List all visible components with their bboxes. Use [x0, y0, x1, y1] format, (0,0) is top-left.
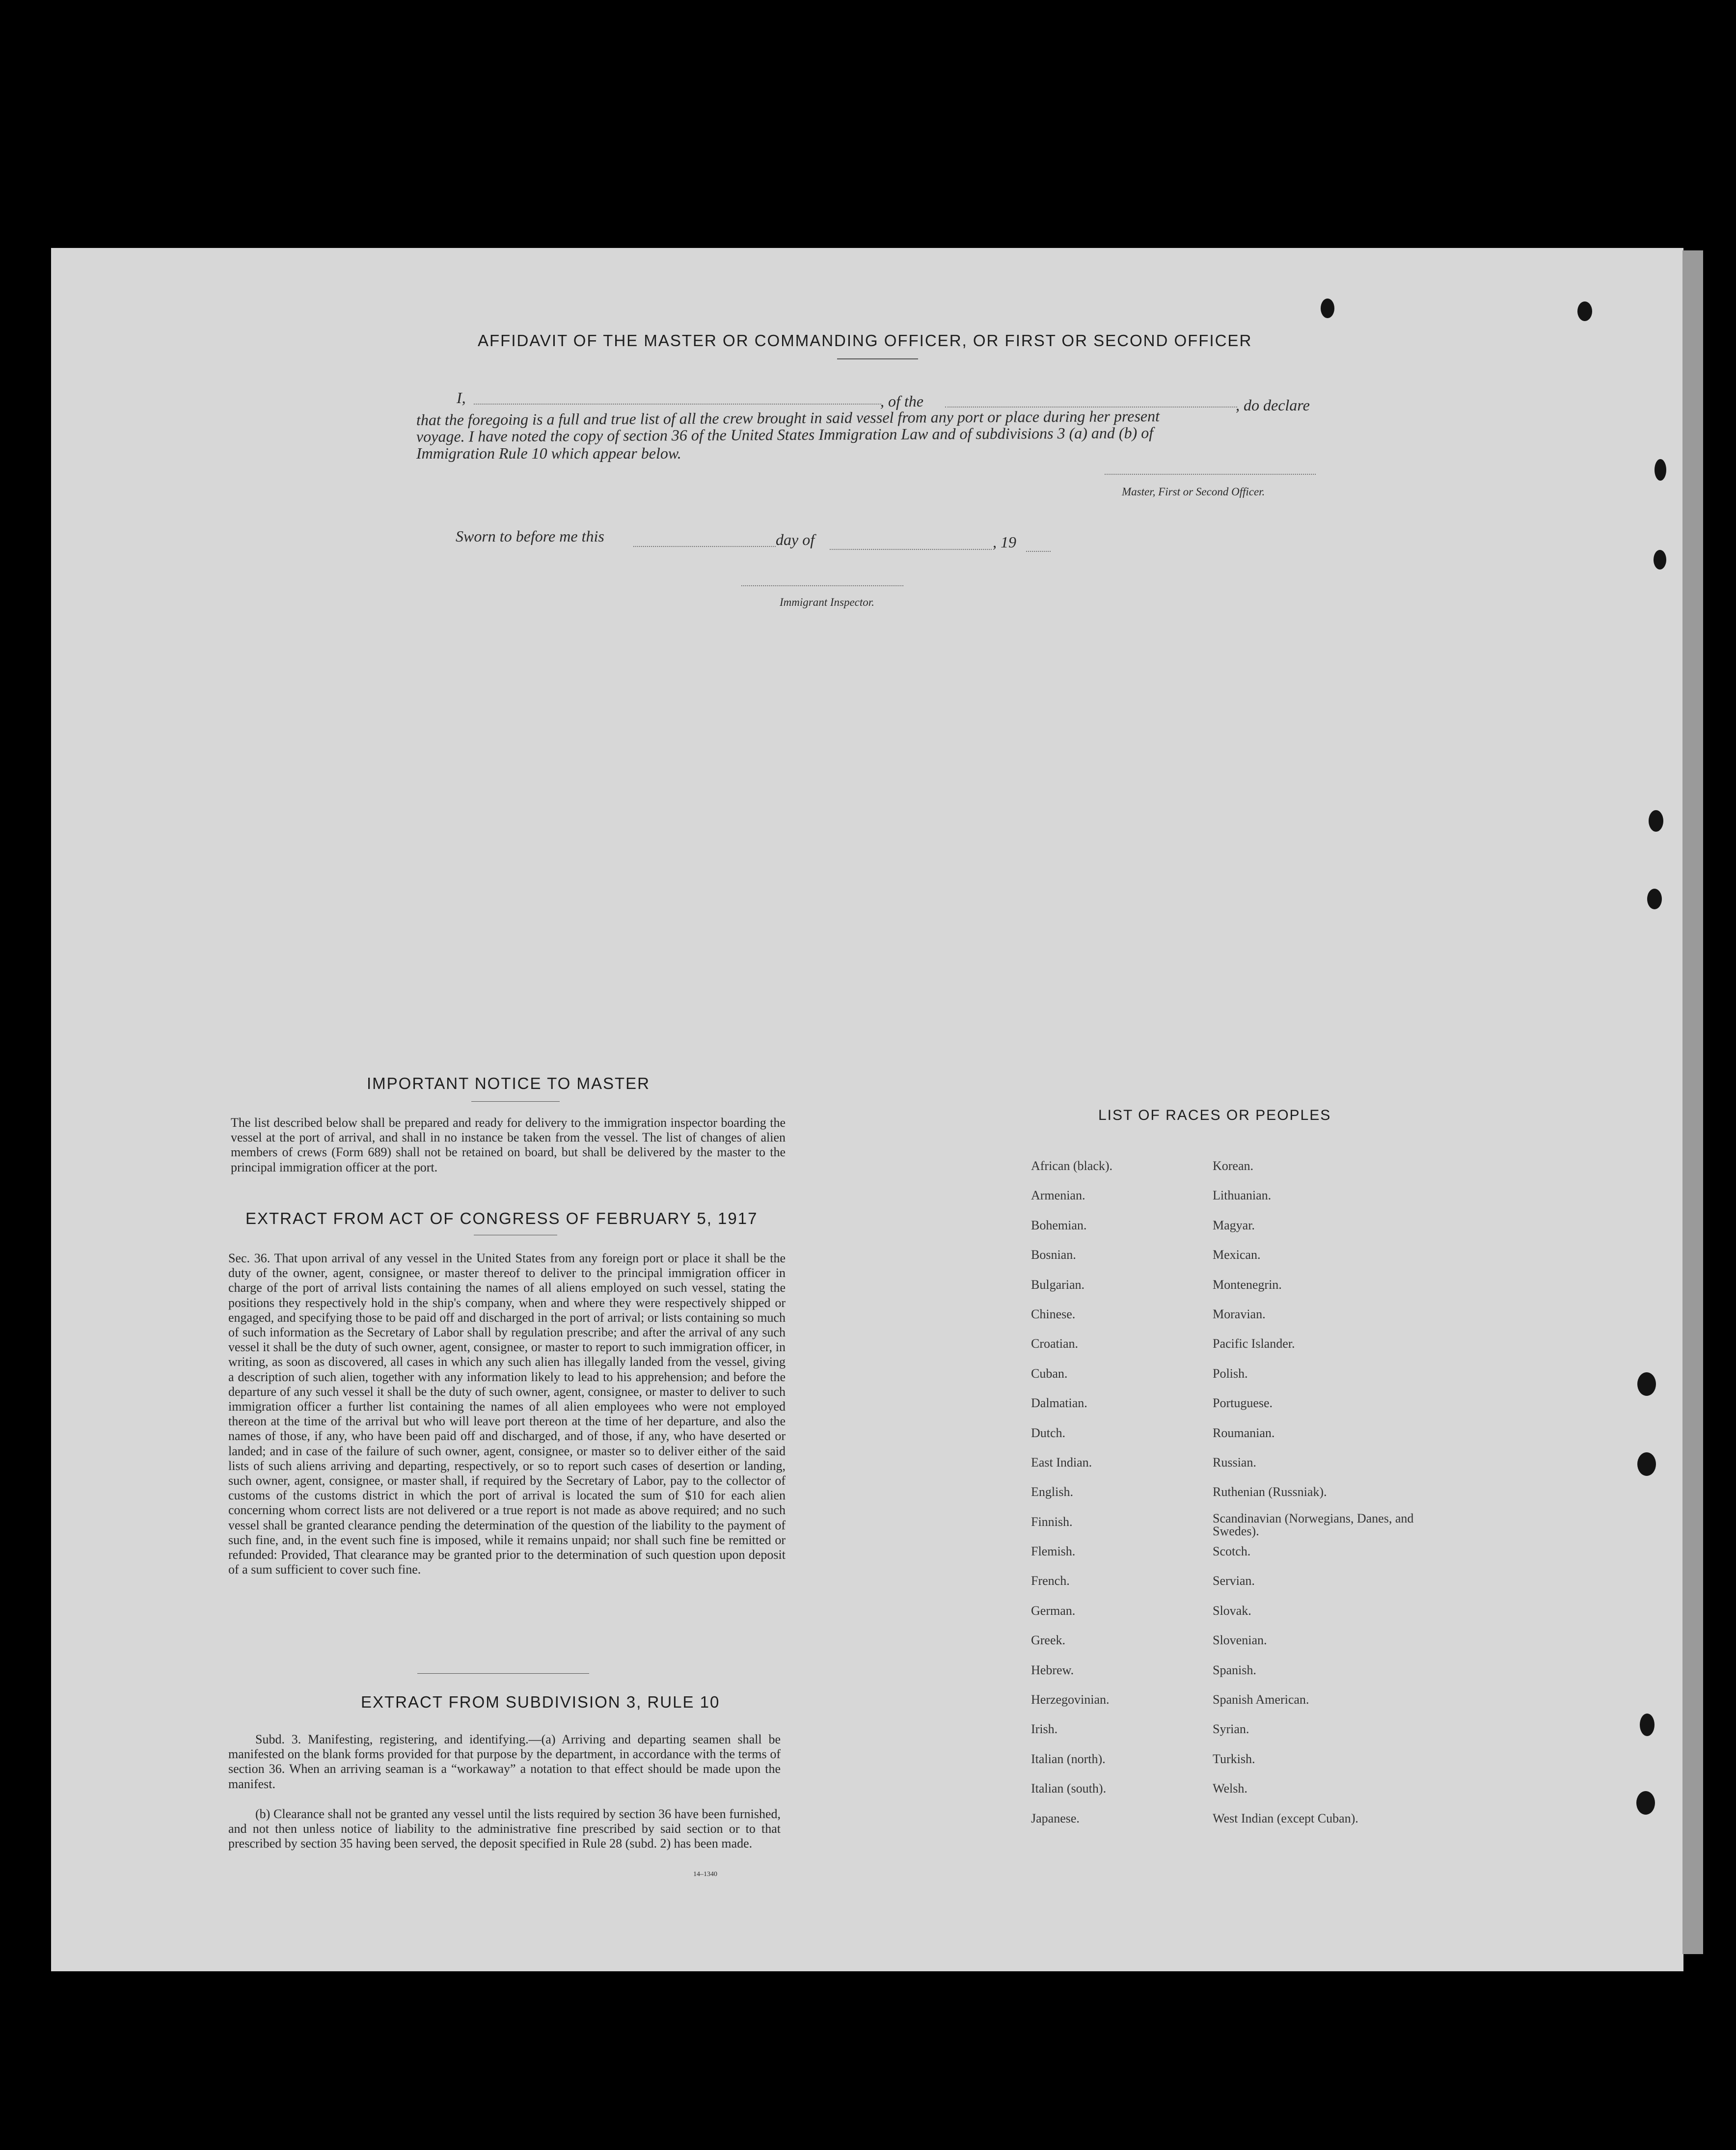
sworn-year-field[interactable]: [1026, 551, 1051, 552]
sworn-day-field[interactable]: [633, 546, 776, 547]
race-item: Magyar.: [1213, 1218, 1255, 1232]
sworn-text: Sworn to before me this: [456, 527, 604, 545]
race-item: German.: [1031, 1603, 1076, 1618]
form-number: 14–1340: [693, 1871, 717, 1878]
race-item: Welsh.: [1213, 1781, 1248, 1796]
sworn-month-field[interactable]: [830, 549, 992, 550]
race-item: Finnish.: [1031, 1514, 1073, 1529]
binder-hole: [1637, 1452, 1656, 1476]
binder-hole: [1647, 889, 1662, 909]
page-edge: [1682, 250, 1703, 1954]
subdivision-a-text: Subd. 3. Manifesting, registering, and identifying.—(a) Arriving and departing seamen shall be manifested on the blank forms provided for that purpose by the department, in accordance with the terms of section 36. When an arriving seaman is a “workaway” a notation to that effect should be made upon the manifest.: [228, 1732, 781, 1791]
race-item: Japanese.: [1031, 1811, 1080, 1825]
race-item: Slovak.: [1213, 1603, 1251, 1618]
binder-hole: [1636, 1791, 1655, 1815]
race-item: Flemish.: [1031, 1544, 1076, 1559]
day-of-text: day of: [776, 531, 815, 548]
race-item: Montenegrin.: [1213, 1277, 1282, 1292]
race-item: African (black).: [1031, 1159, 1113, 1173]
race-item: Ruthenian (Russniak).: [1213, 1485, 1327, 1499]
race-item: Syrian.: [1213, 1722, 1249, 1737]
notice-title: IMPORTANT NOTICE TO MASTER: [367, 1074, 651, 1092]
binder-hole: [1655, 459, 1666, 481]
race-item: Dutch.: [1031, 1425, 1066, 1440]
affidavit-line-3: voyage. I have noted the copy of section 36 of the United States Immigration Law and of subdivisions 3 (a) and (b) of: [416, 424, 1154, 445]
affidavit-declare: , do declare: [1236, 396, 1310, 414]
race-item: Croatian.: [1031, 1336, 1079, 1351]
year-text: , 19: [993, 533, 1016, 551]
extract-rule-title: EXTRACT FROM SUBDIVISION 3, RULE 10: [361, 1693, 720, 1711]
section-36-text: Sec. 36. That upon arrival of any vessel in the United States from any foreign port or place it shall be the duty of the owner, agent, consignee, or master thereof to deliver to the principal immigration officer in charge of the port of arrival lists containing the names of all aliens employed on such vessel, stating the positions they respectively hold in the ship's company, when and where they were respectively shipped or engaged, and specifying those to be paid off and discharged in the port of arrival; or lists containing so much of such information as the Secretary of Labor shall by regulation prescribe; and after the arrival of any such vessel it shall be the duty of such owner, agent, consignee, or master to report to such immigration officer, in writing, as soon as discovered, all cases in which any such alien has illegally landed from the vessel, giving a description of such alien, together with any information likely to lead to his apprehension; and before the departure of any such vessel it shall be the duty of such owner, agent, consignee, or master to deliver to such immigration officer a further list containing the names of all alien employees who were not employed thereon at the time of the arrival but who will leave port thereon at the time of her departure, and also the names of those, if any, who have been paid off and discharged, and of those, if any, who have deserted or landed; and in case of the failure of such owner, agent, consignee, or master so to deliver either of the said lists of such aliens arriving and departing, respectively, or so to report such cases of desertion or landing, such owner, agent, consignee, or master shall, if required by the Secretary of Labor, pay to the collector of customs of the customs district in which the port of arrival is located the sum of $10 for each alien concerning whom correct lists are not delivered or a true report is not made as above required; and no such vessel shall be granted clearance pending the determination of the question of the liability to the payment of such fine, and, in the event such fine is imposed, while it remains unpaid; nor shall such fine be remitted or refunded: Provided, That clearance may be granted prior to the determination of such question upon deposit of a sum sufficient to cover such fine.: [228, 1251, 786, 1577]
race-item: Dalmatian.: [1031, 1396, 1087, 1411]
race-item: Pacific Islander.: [1213, 1336, 1295, 1351]
race-item: Roumanian.: [1213, 1425, 1275, 1440]
race-item: Moravian.: [1213, 1306, 1266, 1321]
race-item: Spanish.: [1213, 1662, 1256, 1677]
race-item: Scotch.: [1213, 1544, 1251, 1559]
race-item: Korean.: [1213, 1159, 1254, 1173]
race-item: Portuguese.: [1213, 1396, 1273, 1411]
race-item: Bohemian.: [1031, 1218, 1087, 1232]
inspector-caption: Immigrant Inspector.: [780, 596, 874, 608]
race-item: Turkish.: [1213, 1751, 1255, 1766]
affidavit-of-the: , of the: [880, 392, 923, 410]
affidavit-i: I,: [457, 389, 466, 407]
extract-act-title: EXTRACT FROM ACT OF CONGRESS OF FEBRUARY 5, 1917: [245, 1209, 758, 1227]
divider: [837, 358, 918, 359]
race-item: Cuban.: [1031, 1366, 1068, 1381]
notice-text: The list described below shall be prepared and ready for delivery to the immigration inspector boarding the vessel at the port of arrival, and shall in no instance be taken from the vessel. The list of changes of alien members of crews (Form 689) shall not be retained on board, but shall be delivered by the master to the principal immigration officer at the port.: [231, 1116, 786, 1174]
race-item: Italian (north).: [1031, 1751, 1106, 1766]
race-item: East Indian.: [1031, 1455, 1092, 1470]
race-item: Scandinavian (Norwegians, Danes, and Swedes).: [1213, 1511, 1414, 1538]
signature-caption: Master, First or Second Officer.: [1122, 486, 1265, 498]
race-item: Chinese.: [1031, 1306, 1076, 1321]
race-item: Herzegovinian.: [1031, 1692, 1110, 1707]
race-item: Polish.: [1213, 1366, 1248, 1381]
race-item: Italian (south).: [1031, 1781, 1107, 1796]
race-item: Slovenian.: [1213, 1633, 1267, 1648]
race-item: Spanish American.: [1213, 1692, 1309, 1707]
affidavit-line-4: Immigration Rule 10 which appear below.: [416, 444, 681, 462]
race-item: English.: [1031, 1485, 1073, 1499]
race-item: West Indian (except Cuban).: [1213, 1811, 1358, 1825]
binder-hole: [1640, 1714, 1655, 1736]
binder-hole: [1637, 1372, 1656, 1396]
signature-line[interactable]: [1105, 474, 1316, 475]
binder-hole: [1321, 299, 1334, 318]
race-item: Lithuanian.: [1213, 1188, 1272, 1203]
master-name-field[interactable]: [474, 404, 881, 405]
races-list: [1031, 1151, 1424, 1833]
affidavit-title: AFFIDAVIT OF THE MASTER OR COMMANDING OFFICER, OR FIRST OR SECOND OFFICER: [478, 331, 1252, 350]
races-title: LIST OF RACES OR PEOPLES: [1098, 1107, 1331, 1123]
race-item: Bulgarian.: [1031, 1277, 1085, 1292]
race-item: Servian.: [1213, 1574, 1255, 1588]
document-page: [51, 248, 1683, 1971]
affidavit-line-2: that the foregoing is a full and true list of all the crew brought in said vessel from any port or place during her present: [416, 407, 1160, 429]
binder-hole: [1577, 301, 1592, 321]
binder-hole: [1649, 810, 1663, 832]
race-item: Irish.: [1031, 1722, 1058, 1737]
binder-hole: [1654, 550, 1666, 570]
divider: [417, 1673, 589, 1674]
race-item: Armenian.: [1031, 1188, 1085, 1203]
race-item: Russian.: [1213, 1455, 1256, 1470]
race-item: Mexican.: [1213, 1248, 1261, 1262]
race-item: French.: [1031, 1574, 1070, 1588]
race-item: Hebrew.: [1031, 1662, 1074, 1677]
race-item: Bosnian.: [1031, 1248, 1076, 1262]
race-item: Greek.: [1031, 1633, 1066, 1648]
divider: [471, 1101, 560, 1102]
inspector-signature-line[interactable]: [741, 585, 903, 586]
subdivision-b-text: (b) Clearance shall not be granted any vessel until the lists required by section 36 have been furnished, and not then unless notice of liability to the administrative fine prescribed by said section or to that prescribed by section 35 having been served, the deposit specified in Rule 28 (subd. 2) has been made.: [228, 1807, 781, 1851]
